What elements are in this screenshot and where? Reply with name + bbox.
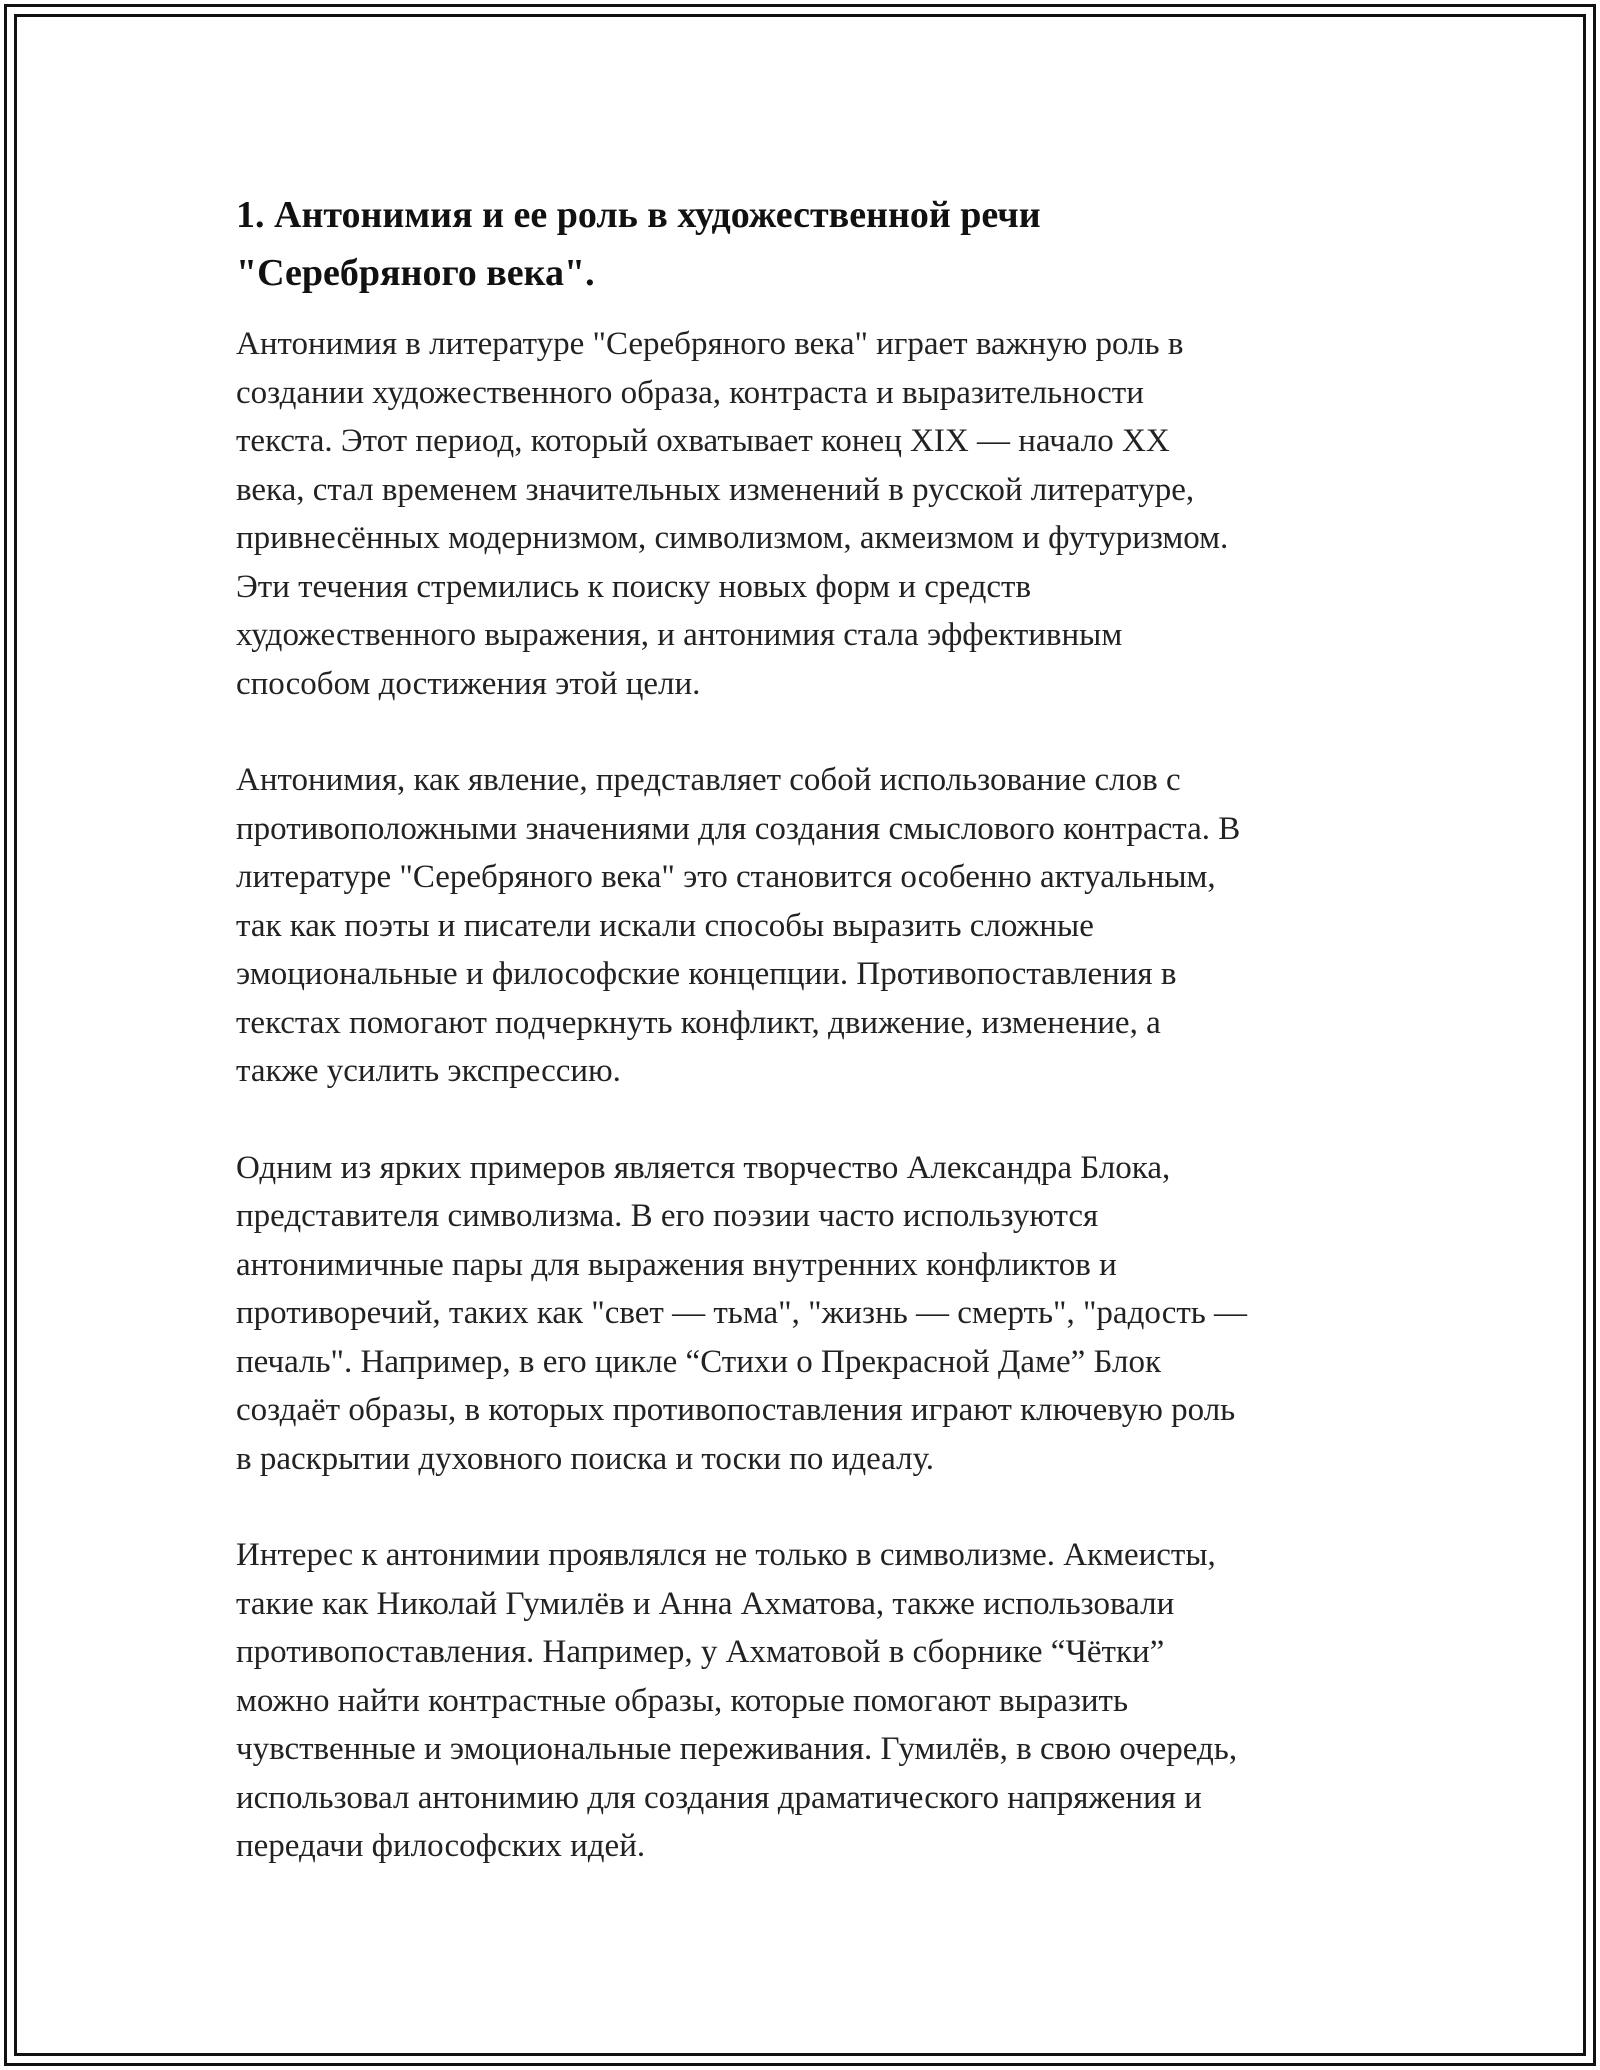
text-line: века, стал временем значительных изменений в русской литературе, <box>236 471 1195 508</box>
text-line: чувственные и эмоциональные переживания. Гумилёв, в свою очередь, <box>236 1731 1238 1767</box>
text-line: способом достижения этой цели. <box>236 665 701 702</box>
text-line: передачи философских идей. <box>236 1828 646 1864</box>
text-line: такие как Николай Гумилёв и Анна Ахматова, также использовали <box>236 1585 1175 1622</box>
text-line: так как поэты и писатели искали способы выразить сложные <box>236 907 1094 944</box>
text-line: Антонимия, как явление, представляет собой использование слов с <box>236 762 1181 798</box>
text-line: Эти течения стремились к поиску новых форм и средств <box>236 568 1032 605</box>
heading-line: 1. Антонимия и ее роль в художественной речи <box>236 194 1041 236</box>
document-body <box>236 186 1376 1919</box>
text-line: художественного выражения, и антонимия стала эффективным <box>236 617 1123 653</box>
text-line: печаль". Например, в его цикле “Стихи о Прекрасной Даме” Блок <box>236 1343 1161 1380</box>
paragraph-intro <box>236 320 1376 708</box>
text-line: также усилить экспрессию. <box>236 1053 621 1089</box>
paragraph-acmeists <box>236 1531 1376 1871</box>
paragraph-definition <box>236 756 1376 1096</box>
text-line: можно найти контрастные образы, которые помогают выразить <box>236 1682 1129 1719</box>
text-line: Интерес к антонимии проявлялся не только в символизме. Акмеисты, <box>236 1537 1216 1573</box>
paragraph-blok <box>236 1144 1376 1484</box>
text-line: представителя символизма. В его поэзии часто используются <box>236 1198 1099 1234</box>
text-line: привнесённых модернизмом, символизмом, акмеизмом и футуризмом. <box>236 520 1229 556</box>
text-line: противоречий, таких как "свет — тьма", "жизнь — смерть", "радость — <box>236 1295 1248 1331</box>
text-line: Одним из ярких примеров является творчество Александра Блока, <box>236 1149 1171 1186</box>
text-line: создаёт образы, в которых противопоставления играют ключевую роль <box>236 1392 1236 1428</box>
text-line: противопоставления. Например, у Ахматовой в сборнике “Чётки” <box>236 1634 1165 1670</box>
heading-line: "Серебряного века". <box>236 252 595 294</box>
text-line: Антонимия в литературе "Серебряного века" играет важную роль в <box>236 326 1184 362</box>
text-line: литературе "Серебряного века" это становится особенно актуальным, <box>236 859 1216 895</box>
text-line: использовал антонимию для создания драматического напряжения и <box>236 1779 1202 1816</box>
section-heading <box>236 186 1376 302</box>
text-line: текста. Этот период, который охватывает конец XIX — начало XX <box>236 423 1170 459</box>
text-line: в раскрытии духовного поиска и тоски по идеалу. <box>236 1440 935 1477</box>
text-line: создании художественного образа, контраста и выразительности <box>236 374 1144 411</box>
text-line: антонимичные пары для выражения внутренних конфликтов и <box>236 1246 1117 1283</box>
text-line: противоположными значениями для создания смыслового контраста. В <box>236 810 1241 847</box>
text-line: текстах помогают подчеркнуть конфликт, движение, изменение, а <box>236 1004 1161 1041</box>
text-line: эмоциональные и философские концепции. Противопоставления в <box>236 956 1177 992</box>
